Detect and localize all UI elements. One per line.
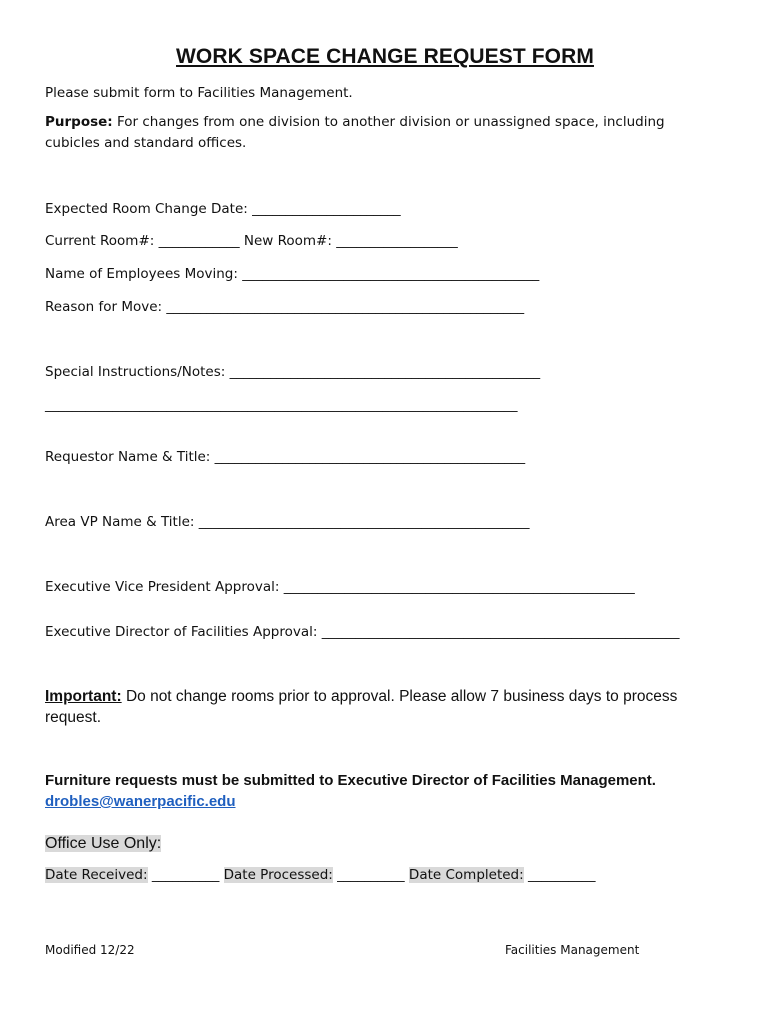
date-received-label: Date Received: [45, 867, 148, 883]
footer-modified: Modified 12/22 [45, 943, 135, 957]
expected-date-field[interactable]: Expected Room Change Date: ______________________ [45, 201, 401, 217]
submit-note: Please submit form to Facilities Management. [45, 85, 353, 101]
date-received-blank[interactable]: __________ [147, 867, 224, 883]
special-instructions-continuation[interactable]: ______________________________________________________________________ [45, 397, 518, 413]
evp-approval-field[interactable]: Executive Vice President Approval: ____________________________________________________ [45, 579, 635, 595]
furniture-email-line [45, 791, 236, 813]
employees-moving-field[interactable]: Name of Employees Moving: ____________________________________________ [45, 266, 540, 282]
room-fields[interactable]: Current Room#: ____________ New Room#: __________________ [45, 233, 458, 249]
date-processed-blank[interactable]: __________ [332, 867, 409, 883]
important-text: Do not change rooms prior to approval. Please allow 7 business days to process request. [45, 688, 678, 726]
footer-department: Facilities Management [505, 943, 640, 957]
date-completed-label: Date Completed: [408, 867, 524, 883]
purpose-paragraph [45, 112, 715, 154]
office-use-label: Office Use Only: [45, 835, 162, 852]
form-title: WORK SPACE CHANGE REQUEST FORM [176, 45, 594, 68]
area-vp-field[interactable]: Area VP Name & Title: _________________________________________________ [45, 514, 530, 530]
furniture-notice: Furniture requests must be submitted to Executive Director of Facilities Management. [45, 772, 656, 789]
date-completed-blank[interactable]: __________ [523, 867, 596, 883]
date-processed-label: Date Processed: [223, 867, 333, 883]
purpose-label: Purpose: [45, 114, 113, 130]
requestor-field[interactable]: Requestor Name & Title: ______________________________________________ [45, 449, 526, 465]
exec-director-approval-field[interactable]: Executive Director of Facilities Approval: _____________________________________________________ [45, 624, 680, 640]
important-notice [45, 686, 735, 728]
important-label: Important: [45, 688, 122, 705]
office-use-dates [45, 865, 595, 885]
special-instructions-field[interactable]: Special Instructions/Notes: ______________________________________________ [45, 364, 541, 380]
purpose-text: For changes from one division to another division or unassigned space, including cubicles and standard offices. [45, 114, 665, 151]
reason-field[interactable]: Reason for Move: _____________________________________________________ [45, 299, 525, 315]
office-use-heading [45, 834, 161, 854]
email-link[interactable]: drobles@wanerpacific.edu [45, 793, 236, 810]
